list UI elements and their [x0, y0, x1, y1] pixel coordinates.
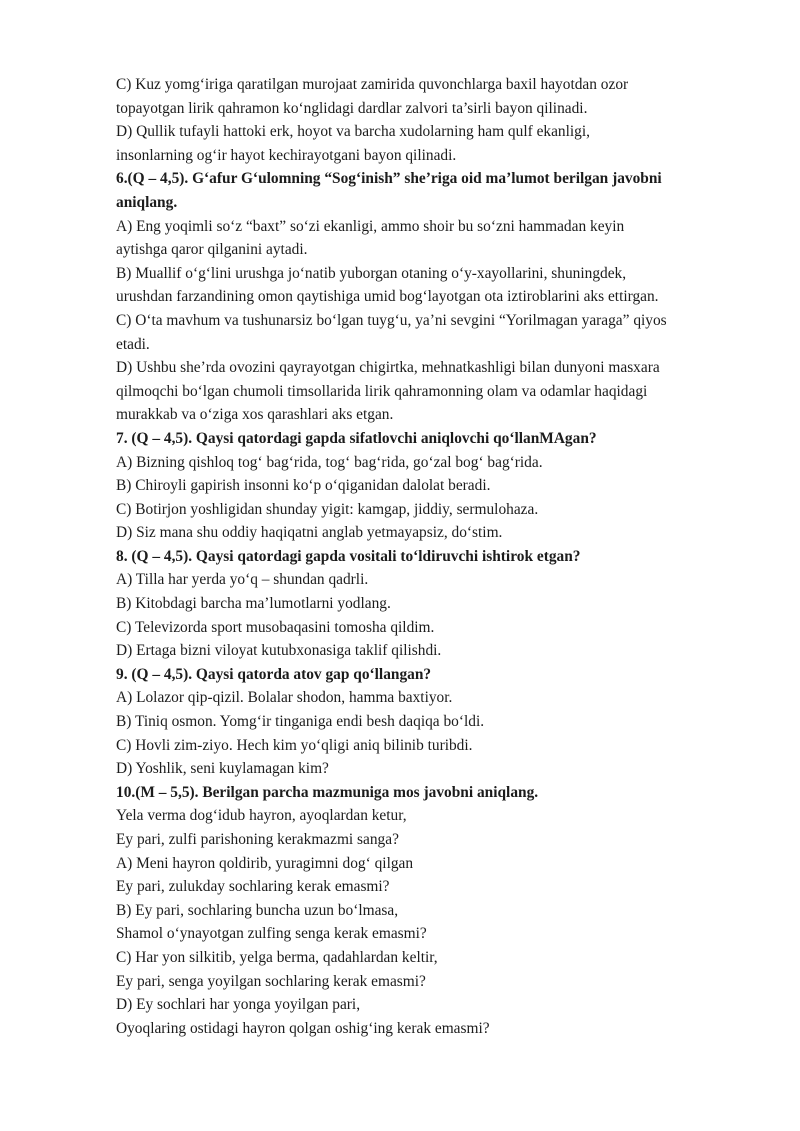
text-line: D) Qullik tufayli hattoki erk, hoyot va barcha xudolarning ham qulf ekanligi, — [116, 123, 590, 141]
text-line: topayotgan lirik qahramon ko‘nglidagi dardlar zalvori ta’sirli bayon qilinadi. — [116, 99, 588, 117]
text-line: Shamol o‘ynayotgan zulfing senga kerak emasmi? — [116, 925, 427, 943]
text-line: Ey pari, zulukday sochlaring kerak emasmi? — [116, 878, 390, 896]
text-line: B) Ey pari, sochlaring buncha uzun bo‘lmasa, — [116, 901, 399, 919]
text-line: C) O‘ta mavhum va tushunarsiz bo‘lgan tuyg‘u, ya’ni sevgini “Yorilmagan yaraga” qiyos — [116, 311, 667, 329]
text-line: insonlarning og‘ir hayot kechirayotgani bayon qilinadi. — [116, 146, 457, 164]
text-line: A) Meni hayron qoldirib, yuragimni dog‘ qilgan — [116, 854, 414, 872]
text-line: Oyoqlaring ostidagi hayron qolgan oshig‘ing kerak emasmi? — [116, 1019, 490, 1037]
text-line: B) Muallif o‘g‘lini urushga jo‘natib yuborgan otaning o‘y-xayollarini, shuningdek, — [116, 264, 627, 282]
question-heading-line: 6.(Q – 4,5). G‘afur G‘ulomning “Sog‘inish” she’riga oid ma’lumot berilgan javobni — [116, 170, 662, 188]
text-line: C) Botirjon yoshligidan shunday yigit: kamgap, jiddiy, sermulohaza. — [116, 500, 539, 518]
text-line: B) Kitobdagi barcha ma’lumotlarni yodlang. — [116, 595, 391, 613]
text-line: D) Ertaga bizni viloyat kutubxonasiga taklif qilishdi. — [116, 642, 442, 660]
text-line: urushdan farzandining omon qaytishiga umid bog‘layotgan ota iztiroblarini aks ettirgan. — [116, 288, 659, 306]
text-line: murakkab va o‘ziga xos qarashlari aks etgan. — [116, 406, 394, 424]
document-page — [116, 73, 756, 1040]
text-line: A) Eng yoqimli so‘z “baxt” so‘zi ekanligi, ammo shoir bu so‘zni hammadan keyin — [116, 217, 625, 235]
text-line: A) Lolazor qip-qizil. Bolalar shodon, hamma baxtiyor. — [116, 689, 453, 707]
question-heading-line: 10.(M – 5,5). Berilgan parcha mazmuniga mos javobni aniqlang. — [116, 783, 539, 801]
text-line: Ey pari, senga yoyilgan sochlaring kerak emasmi? — [116, 972, 426, 990]
text-line: A) Bizning qishloq tog‘ bag‘rida, tog‘ bag‘rida, go‘zal bog‘ bag‘rida. — [116, 453, 543, 471]
question-heading-line: aniqlang. — [116, 193, 178, 211]
text-line: A) Tilla har yerda yo‘q – shundan qadrli. — [116, 571, 369, 589]
text-line: B) Chiroyli gapirish insonni ko‘p o‘qiganidan dalolat beradi. — [116, 477, 491, 495]
text-line: C) Hovli zim-ziyo. Hech kim yo‘qligi aniq bilinib turibdi. — [116, 736, 473, 754]
text-line: B) Tiniq osmon. Yomg‘ir tinganiga endi besh daqiqa bo‘ldi. — [116, 713, 485, 731]
text-line: etadi. — [116, 335, 150, 353]
text-line: C) Televizorda sport musobaqasini tomosha qildim. — [116, 618, 435, 636]
text-line: C) Har yon silkitib, yelga berma, qadahlardan keltir, — [116, 948, 438, 966]
text-line: C) Kuz yomg‘iriga qaratilgan murojaat zamirida quvonchlarga baxil hayotdan ozor — [116, 76, 629, 93]
text-line: Yela verma dog‘idub hayron, ayoqlardan ketur, — [116, 807, 407, 825]
text-line: D) Yoshlik, seni kuylamagan kim? — [116, 760, 329, 778]
question-heading-line: 8. (Q – 4,5). Qaysi qatordagi gapda vositali to‘ldiruvchi ishtirok etgan? — [116, 547, 581, 565]
text-line: D) Ey sochlari har yonga yoyilgan pari, — [116, 996, 361, 1014]
text-line: Ey pari, zulfi parishoning kerakmazmi sanga? — [116, 831, 399, 848]
text-line: D) Siz mana shu oddiy haqiqatni anglab yetmayapsiz, do‘stim. — [116, 524, 503, 542]
question-heading-line: 9. (Q – 4,5). Qaysi qatorda atov gap qo‘llangan? — [116, 665, 432, 683]
text-line: qilmoqchi bo‘lgan chumoli timsollarida lirik qahramonning olam va odamlar haqidagi — [116, 382, 648, 400]
text-line: aytishga qaror qilganini aytadi. — [116, 241, 308, 259]
text-line: D) Ushbu she’rda ovozini qayrayotgan chigirtka, mehnatkashligi bilan dunyoni masxara — [116, 359, 660, 377]
question-heading-line: 7. (Q – 4,5). Qaysi qatordagi gapda sifatlovchi aniqlovchi qo‘llanMAgan? — [116, 429, 597, 447]
